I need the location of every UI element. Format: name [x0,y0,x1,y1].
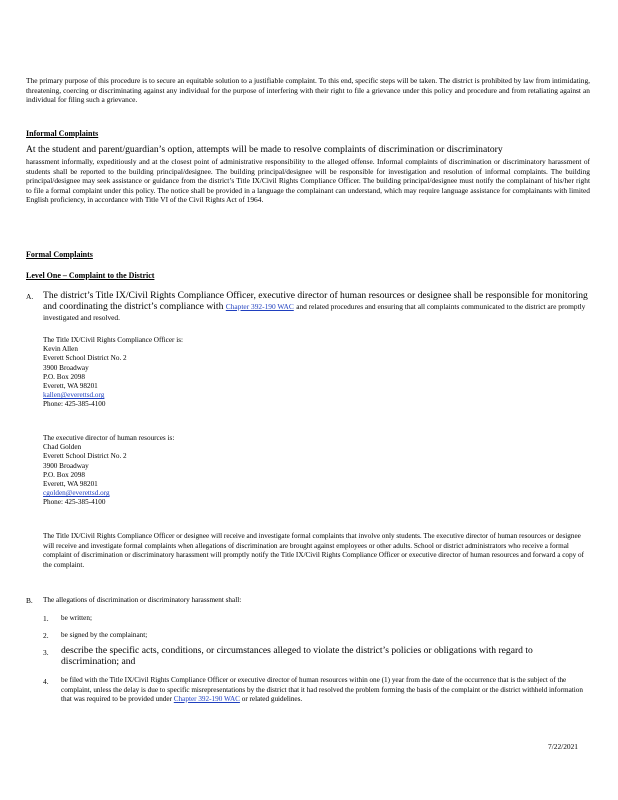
wac-link-a[interactable]: Chapter 392-190 WAC [225,302,294,311]
informal-lead: At the student and parent/guardian’s option, attempts will be made to resolve complaints of discrimination or discriminatory [26,144,503,155]
list-item-4-text: be filed with the Title IX/Civil Rights Compliance Officer or executive director of human resources within one (1) year from the date of the occurrence that is the subject of the complaint, unless the delay is due to specific misrepresentations by the district that it had resolved the problem forming the basis of the complaint or the district withheld information that was required to be provided under [61,676,583,703]
officer1-po: P.O. Box 2098 [43,372,85,381]
list-item-3-text: describe the specific acts, conditions, or circumstances alleged to violate the district’s policies or obligations with regard to discrimination; and [61,645,533,667]
footer-date: 7/22/2021 [548,742,578,751]
wac-link-4[interactable]: Chapter 392-190 WAC [173,695,240,703]
item-b-letter: B. [26,596,33,605]
officer2-po: P.O. Box 2098 [43,470,85,479]
level-one-heading: Level One – Complaint to the District [26,271,155,280]
officer2-city: Everett, WA 98201 [43,480,98,489]
intro-paragraph: The primary purpose of this procedure is to secure an equitable solution to a justifiable complaint. To this end, specific steps will be taken. The district is prohibited by law from intimidating, threatening, coercing or discriminating against any individual for the purpose of interfering with their right to file a grievance under this policy and procedure and from retaliating against an individual for filing such a grievance. [26,76,590,105]
informal-heading: Informal Complaints [26,129,99,138]
officer1-name: Kevin Allen [43,345,78,354]
list-item-2-text: be signed by the complainant; [61,631,148,639]
list-item-4-tail: or related guidelines. [241,695,303,703]
officer1-street: 3900 Broadway [43,363,89,372]
item-b-lead: The allegations of discrimination or discriminatory harassment shall: [43,596,242,604]
item-a-letter: A. [26,292,34,301]
officer1-org: Everett School District No. 2 [43,354,127,363]
list-item-4 [61,676,590,705]
officer2-phone: Phone: 425-385-4100 [43,498,106,507]
list-item-3-num: 3. [43,648,49,657]
officer2-block [43,434,174,508]
officer2-street: 3900 Broadway [43,461,89,470]
officer2-name: Chad Golden [43,443,82,452]
officer2-org: Everett School District No. 2 [43,452,127,461]
item-a-tail: and related procedures and ensuring that all complaints communicated to the district are promptly investigated and resolved. [43,302,586,322]
officer2-title: The executive director of human resources is: [43,434,175,442]
list-item-4-num: 4. [43,677,49,686]
formal-heading: Formal Complaints [26,250,93,259]
officer1-city: Everett, WA 98201 [43,382,98,391]
officer1-title: The Title IX/Civil Rights Compliance Officer is: [43,336,184,344]
item-a-lead [43,290,590,323]
list-item-2-num: 2. [43,631,49,640]
item-a-lead-text: The district’s Title IX/Civil Rights Compliance Officer, executive director of human resources or designee shall be responsible for monitoring and coordinating the district’s compliance with [43,290,588,312]
officer1-block [43,336,183,410]
officer1-email[interactable]: kallen@everettsd.org [43,391,105,400]
item-a-closing: The Title IX/Civil Rights Compliance Officer or designee will receive and investigate formal complaints that involve only students. The executive director of human resources or designee will receive and investigate formal complaints when allegations of discrimination are brought against employees or other adults. School or district administrators who receive a formal complaint of discrimination or discriminatory harassment will promptly notify the Title IX/Civil Rights Compliance Officer or executive director of human resources and forward a copy of the complaint. [43,532,584,569]
list-item-1-text: be written; [61,614,92,622]
informal-body: harassment informally, expeditiously and at the closest point of administrative responsibility to the alleged offense. Informal complaints of discrimination or discriminatory harassment of students shall be reported to the building principal/designee. The building principal/designee will be responsible for investigation and resolution of informal complaints. The building principal/designee may seek assistance or guidance from the district’s Title IX/Civil Rights Compliance Officer. The building principal/designee must notify the complainant of his/her right to file a formal complaint under this policy. The notice shall be provided in a language the complainant can understand, which may require language assistance for complainants with limited English proficiency, in accordance with Title VI of the Civil Rights Act of 1964. [26,157,590,205]
officer1-phone: Phone: 425-385-4100 [43,400,106,409]
officer2-email[interactable]: cgolden@everettsd.org [43,489,110,498]
list-item-1-num: 1. [43,614,49,623]
